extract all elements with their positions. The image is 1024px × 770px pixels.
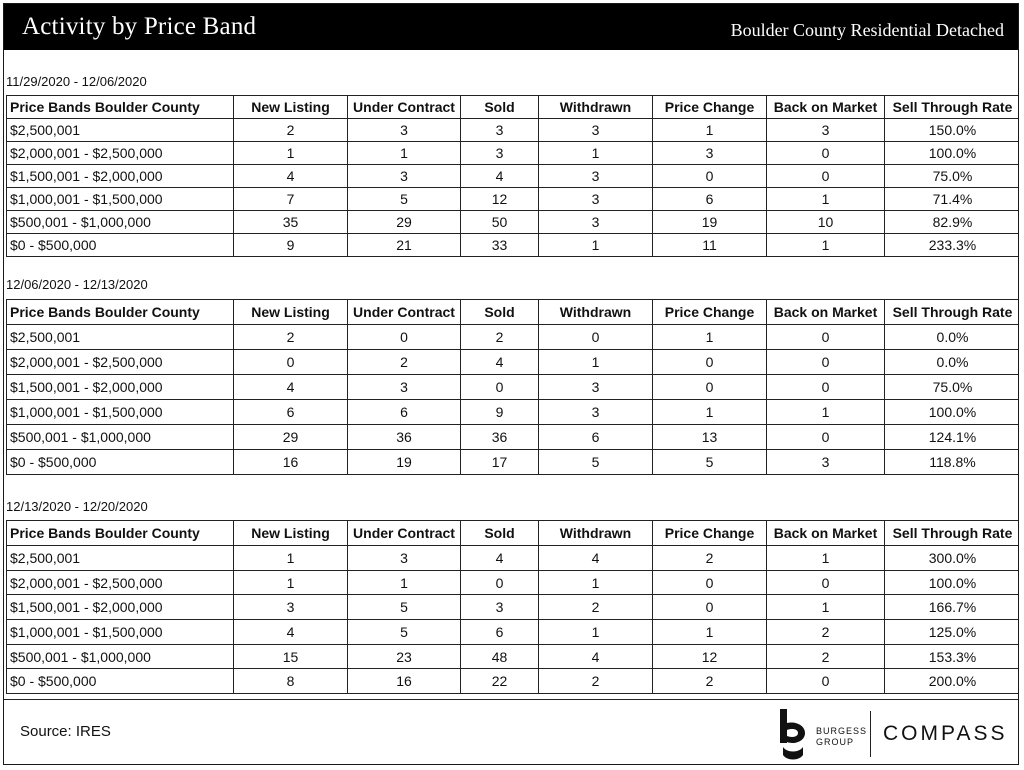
value-cell: 3 [348, 165, 461, 188]
value-cell: 3 [348, 546, 461, 571]
value-cell: 2 [539, 595, 653, 620]
value-cell: 100.0% [885, 400, 1020, 425]
value-cell: 3 [234, 595, 348, 620]
price-band-cell: $1,000,001 - $1,500,000 [7, 188, 234, 211]
column-header: Price Bands Boulder County [7, 300, 234, 325]
value-cell: 2 [653, 546, 767, 571]
value-cell: 12 [461, 188, 539, 211]
value-cell: 1 [539, 142, 653, 165]
value-cell: 0 [653, 595, 767, 620]
value-cell: 0.0% [885, 325, 1020, 350]
brand-line-2: GROUP [816, 737, 855, 747]
value-cell: 1 [653, 400, 767, 425]
value-cell: 4 [461, 350, 539, 375]
value-cell: 2 [539, 669, 653, 694]
table-header-row [7, 96, 1020, 119]
value-cell: 1 [653, 620, 767, 645]
table-row [7, 350, 1020, 375]
column-header: Price Change [653, 96, 767, 119]
value-cell: 1 [539, 350, 653, 375]
value-cell: 19 [653, 211, 767, 234]
value-cell: 0 [767, 350, 885, 375]
value-cell: 3 [539, 119, 653, 142]
column-header: Price Bands Boulder County [7, 96, 234, 119]
value-cell: 150.0% [885, 119, 1020, 142]
value-cell: 29 [234, 425, 348, 450]
value-cell: 0 [653, 570, 767, 595]
value-cell: 0 [767, 425, 885, 450]
value-cell: 6 [653, 188, 767, 211]
column-header: Under Contract [348, 521, 461, 546]
period-range-label: 11/29/2020 - 12/06/2020 [6, 74, 147, 89]
column-header: Price Change [653, 521, 767, 546]
value-cell: 7 [234, 188, 348, 211]
value-cell: 3 [767, 119, 885, 142]
period-range-label: 12/06/2020 - 12/13/2020 [6, 277, 148, 292]
value-cell: 3 [348, 375, 461, 400]
value-cell: 19 [348, 450, 461, 475]
value-cell: 6 [461, 620, 539, 645]
value-cell: 36 [461, 425, 539, 450]
value-cell: 1 [234, 570, 348, 595]
value-cell: 0 [539, 325, 653, 350]
table-header-row [7, 300, 1020, 325]
price-band-cell: $1,500,001 - $2,000,000 [7, 595, 234, 620]
value-cell: 118.8% [885, 450, 1020, 475]
price-band-cell: $2,000,001 - $2,500,000 [7, 350, 234, 375]
value-cell: 6 [539, 425, 653, 450]
value-cell: 5 [539, 450, 653, 475]
value-cell: 0 [653, 165, 767, 188]
compass-logo-text: COMPASS [883, 722, 1008, 745]
column-header: Under Contract [348, 300, 461, 325]
value-cell: 12 [653, 644, 767, 669]
value-cell: 1 [767, 234, 885, 257]
price-band-cell: $2,500,001 [7, 325, 234, 350]
price-band-table [6, 520, 1019, 694]
value-cell: 16 [234, 450, 348, 475]
column-header: Back on Market [767, 521, 885, 546]
price-band-cell: $1,000,001 - $1,500,000 [7, 400, 234, 425]
table-row [7, 119, 1020, 142]
value-cell: 23 [348, 644, 461, 669]
price-band-cell: $500,001 - $1,000,000 [7, 425, 234, 450]
value-cell: 1 [767, 400, 885, 425]
value-cell: 2 [653, 669, 767, 694]
price-band-cell: $2,000,001 - $2,500,000 [7, 570, 234, 595]
value-cell: 3 [539, 400, 653, 425]
value-cell: 4 [461, 546, 539, 571]
price-band-table [6, 95, 1019, 257]
price-band-cell: $0 - $500,000 [7, 450, 234, 475]
value-cell: 33 [461, 234, 539, 257]
table-row [7, 425, 1020, 450]
value-cell: 17 [461, 450, 539, 475]
value-cell: 5 [348, 620, 461, 645]
value-cell: 3 [539, 188, 653, 211]
value-cell: 1 [767, 188, 885, 211]
table-row [7, 400, 1020, 425]
column-header: Price Bands Boulder County [7, 521, 234, 546]
value-cell: 35 [234, 211, 348, 234]
burgess-group-logo-text [816, 726, 867, 748]
value-cell: 0 [348, 325, 461, 350]
price-band-cell: $2,500,001 [7, 119, 234, 142]
value-cell: 3 [539, 165, 653, 188]
value-cell: 100.0% [885, 570, 1020, 595]
table-row [7, 142, 1020, 165]
value-cell: 2 [348, 350, 461, 375]
value-cell: 100.0% [885, 142, 1020, 165]
value-cell: 1 [653, 119, 767, 142]
value-cell: 6 [234, 400, 348, 425]
column-header: Back on Market [767, 300, 885, 325]
table-row [7, 669, 1020, 694]
value-cell: 0 [767, 570, 885, 595]
value-cell: 22 [461, 669, 539, 694]
value-cell: 0 [767, 375, 885, 400]
price-band-cell: $500,001 - $1,000,000 [7, 211, 234, 234]
value-cell: 21 [348, 234, 461, 257]
column-header: Back on Market [767, 96, 885, 119]
value-cell: 3 [461, 119, 539, 142]
logo-divider [870, 711, 871, 757]
report-frame [3, 3, 1019, 765]
price-band-table [6, 299, 1019, 475]
value-cell: 2 [461, 325, 539, 350]
value-cell: 71.4% [885, 188, 1020, 211]
value-cell: 3 [539, 211, 653, 234]
table-row [7, 620, 1020, 645]
column-header: Sell Through Rate [885, 300, 1020, 325]
value-cell: 5 [348, 188, 461, 211]
table-row [7, 644, 1020, 669]
value-cell: 0.0% [885, 350, 1020, 375]
column-header: Withdrawn [539, 300, 653, 325]
value-cell: 124.1% [885, 425, 1020, 450]
value-cell: 0 [767, 142, 885, 165]
period-range-label: 12/13/2020 - 12/20/2020 [6, 499, 148, 514]
value-cell: 6 [348, 400, 461, 425]
value-cell: 2 [767, 644, 885, 669]
table-header-row [7, 521, 1020, 546]
value-cell: 1 [234, 546, 348, 571]
value-cell: 233.3% [885, 234, 1020, 257]
value-cell: 1 [767, 595, 885, 620]
value-cell: 11 [653, 234, 767, 257]
value-cell: 0 [234, 350, 348, 375]
value-cell: 4 [234, 165, 348, 188]
value-cell: 16 [348, 669, 461, 694]
table-row [7, 595, 1020, 620]
column-header: Sold [461, 96, 539, 119]
value-cell: 8 [234, 669, 348, 694]
value-cell: 153.3% [885, 644, 1020, 669]
value-cell: 0 [653, 350, 767, 375]
column-header: Withdrawn [539, 96, 653, 119]
table-row [7, 234, 1020, 257]
price-band-cell: $500,001 - $1,000,000 [7, 644, 234, 669]
table-row [7, 325, 1020, 350]
value-cell: 3 [461, 142, 539, 165]
price-band-cell: $0 - $500,000 [7, 234, 234, 257]
value-cell: 2 [234, 119, 348, 142]
burgess-b-logo-icon [777, 709, 809, 761]
value-cell: 1 [653, 325, 767, 350]
column-header: New Listing [234, 96, 348, 119]
value-cell: 10 [767, 211, 885, 234]
value-cell: 75.0% [885, 165, 1020, 188]
table-row [7, 188, 1020, 211]
value-cell: 50 [461, 211, 539, 234]
price-band-cell: $1,500,001 - $2,000,000 [7, 165, 234, 188]
brand-line-1: BURGESS [816, 726, 868, 736]
value-cell: 82.9% [885, 211, 1020, 234]
value-cell: 1 [539, 570, 653, 595]
value-cell: 5 [348, 595, 461, 620]
price-band-cell: $1,500,001 - $2,000,000 [7, 375, 234, 400]
value-cell: 0 [653, 375, 767, 400]
value-cell: 1 [767, 546, 885, 571]
page-subtitle: Boulder County Residential Detached [730, 20, 1004, 40]
value-cell: 13 [653, 425, 767, 450]
value-cell: 3 [461, 595, 539, 620]
table-row [7, 450, 1020, 475]
value-cell: 4 [461, 165, 539, 188]
value-cell: 3 [767, 450, 885, 475]
column-header: New Listing [234, 300, 348, 325]
table-row [7, 546, 1020, 571]
column-header: New Listing [234, 521, 348, 546]
value-cell: 2 [234, 325, 348, 350]
value-cell: 4 [539, 546, 653, 571]
value-cell: 0 [767, 669, 885, 694]
value-cell: 15 [234, 644, 348, 669]
value-cell: 1 [539, 234, 653, 257]
price-band-cell: $0 - $500,000 [7, 669, 234, 694]
page-title: Activity by Price Band [22, 13, 257, 40]
value-cell: 166.7% [885, 595, 1020, 620]
value-cell: 9 [461, 400, 539, 425]
value-cell: 9 [234, 234, 348, 257]
value-cell: 125.0% [885, 620, 1020, 645]
value-cell: 0 [767, 325, 885, 350]
value-cell: 4 [539, 644, 653, 669]
column-header: Withdrawn [539, 521, 653, 546]
report-header [4, 4, 1018, 50]
column-header: Sell Through Rate [885, 96, 1020, 119]
table-row [7, 211, 1020, 234]
column-header: Price Change [653, 300, 767, 325]
value-cell: 3 [539, 375, 653, 400]
value-cell: 200.0% [885, 669, 1020, 694]
table-row [7, 165, 1020, 188]
price-band-cell: $2,500,001 [7, 546, 234, 571]
value-cell: 0 [461, 570, 539, 595]
column-header: Under Contract [348, 96, 461, 119]
value-cell: 5 [653, 450, 767, 475]
value-cell: 1 [348, 570, 461, 595]
value-cell: 2 [767, 620, 885, 645]
value-cell: 1 [348, 142, 461, 165]
column-header: Sold [461, 300, 539, 325]
value-cell: 4 [234, 620, 348, 645]
value-cell: 0 [767, 165, 885, 188]
price-band-cell: $1,000,001 - $1,500,000 [7, 620, 234, 645]
column-header: Sell Through Rate [885, 521, 1020, 546]
value-cell: 1 [234, 142, 348, 165]
source-note: Source: IRES [20, 723, 111, 740]
value-cell: 1 [539, 620, 653, 645]
value-cell: 75.0% [885, 375, 1020, 400]
table-row [7, 570, 1020, 595]
value-cell: 4 [234, 375, 348, 400]
value-cell: 29 [348, 211, 461, 234]
value-cell: 3 [653, 142, 767, 165]
value-cell: 0 [461, 375, 539, 400]
value-cell: 300.0% [885, 546, 1020, 571]
table-row [7, 375, 1020, 400]
column-header: Sold [461, 521, 539, 546]
price-band-cell: $2,000,001 - $2,500,000 [7, 142, 234, 165]
value-cell: 3 [348, 119, 461, 142]
value-cell: 48 [461, 644, 539, 669]
value-cell: 36 [348, 425, 461, 450]
footer-divider [4, 699, 1018, 700]
